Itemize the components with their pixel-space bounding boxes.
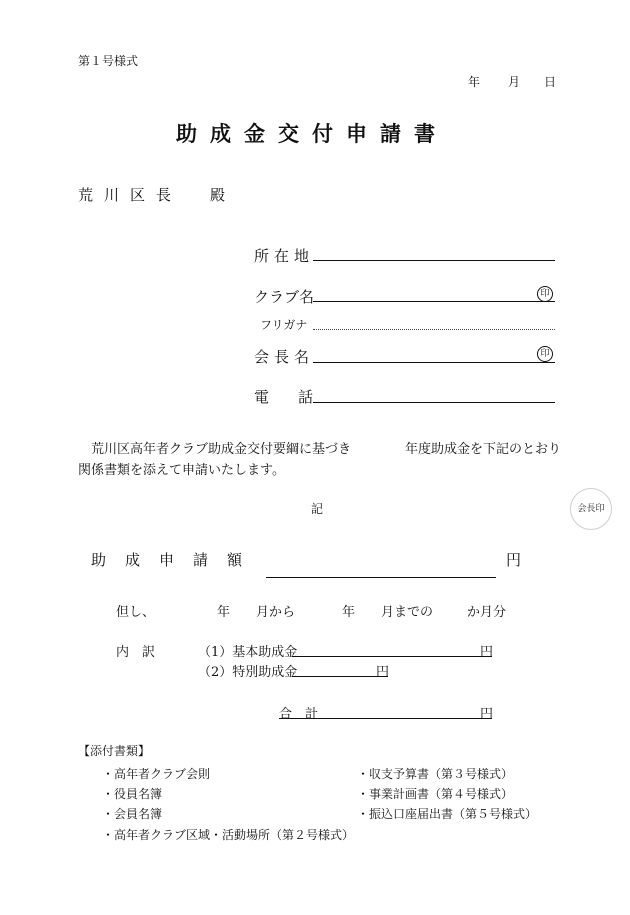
club-name-field[interactable] [313,301,555,302]
attachment-left-item: ・役員名簿 [102,787,163,801]
total-field[interactable] [279,718,492,719]
phone-label: 電話 [254,388,343,406]
period-prefix: 但し、 [116,605,156,620]
attachment-left-item: ・会員名簿 [102,807,163,821]
addressee-suffix: 殿 [210,186,226,204]
amount-unit: 円 [506,551,522,569]
address-label: 所在地 [254,247,315,265]
club-name-label: クラブ名 [254,288,315,306]
period-start-month: 月から [256,605,296,620]
date-day-label: 日 [544,75,557,89]
attachment-left-item: ・高年者クラブ区域・活動場所（第２号様式） [102,828,355,842]
breakdown-special-unit: 円 [376,665,390,680]
attachment-left-item: ・高年者クラブ会則 [102,767,211,781]
attachment-right-item: ・振込口座届出書（第５号様式） [357,807,538,821]
breakdown-basic-label: （1）基本助成金 [198,645,298,660]
club-seal-mark: 印 [537,286,553,302]
body-text-line2: 関係書類を添えて申請いたします。 [78,463,285,478]
period-end-year: 年 [342,605,356,620]
total-unit: 円 [480,707,494,722]
body-text-line1-end: 年度助成金を下記のとおり [405,442,562,457]
addressee: 荒川区長 [78,186,183,204]
club-seal-stamp: 会長印 [570,488,612,530]
form-number: 第１号様式 [78,54,139,68]
breakdown-special-field[interactable] [292,676,388,677]
attachment-right-item: ・収支予算書（第３号様式） [357,767,514,781]
address-field[interactable] [313,260,555,261]
president-seal-mark: 印 [537,346,553,362]
breakdown-basic-field[interactable] [292,656,492,657]
date-month-label: 月 [508,75,521,89]
amount-field[interactable] [266,577,496,578]
period-start-year: 年 [217,605,231,620]
breakdown-label: 内 訳 [116,645,156,660]
breakdown-basic-unit: 円 [480,645,494,660]
attachment-right-item: ・事業計画書（第４号様式） [357,787,514,801]
attachments-heading: 【添付書類】 [78,744,151,758]
amount-label: 助成申請額 [91,551,262,569]
total-label: 合 計 [279,707,319,722]
page-title: 助成金交付申請書 [176,121,448,146]
ki-label: 記 [311,502,324,516]
phone-field[interactable] [313,402,555,403]
body-text-line1: 荒川区高年者クラブ助成金交付要綱に基づき [91,442,352,457]
period-end-month: 月までの [381,605,434,620]
breakdown-special-label: （2）特別助成金 [198,665,298,680]
furigana-field[interactable] [313,329,555,330]
president-name-label: 会長名 [254,348,315,366]
furigana-label: フリガナ [260,318,308,332]
date-year-label: 年 [468,75,481,89]
president-name-field[interactable] [313,362,555,363]
period-months: か月分 [467,605,507,620]
